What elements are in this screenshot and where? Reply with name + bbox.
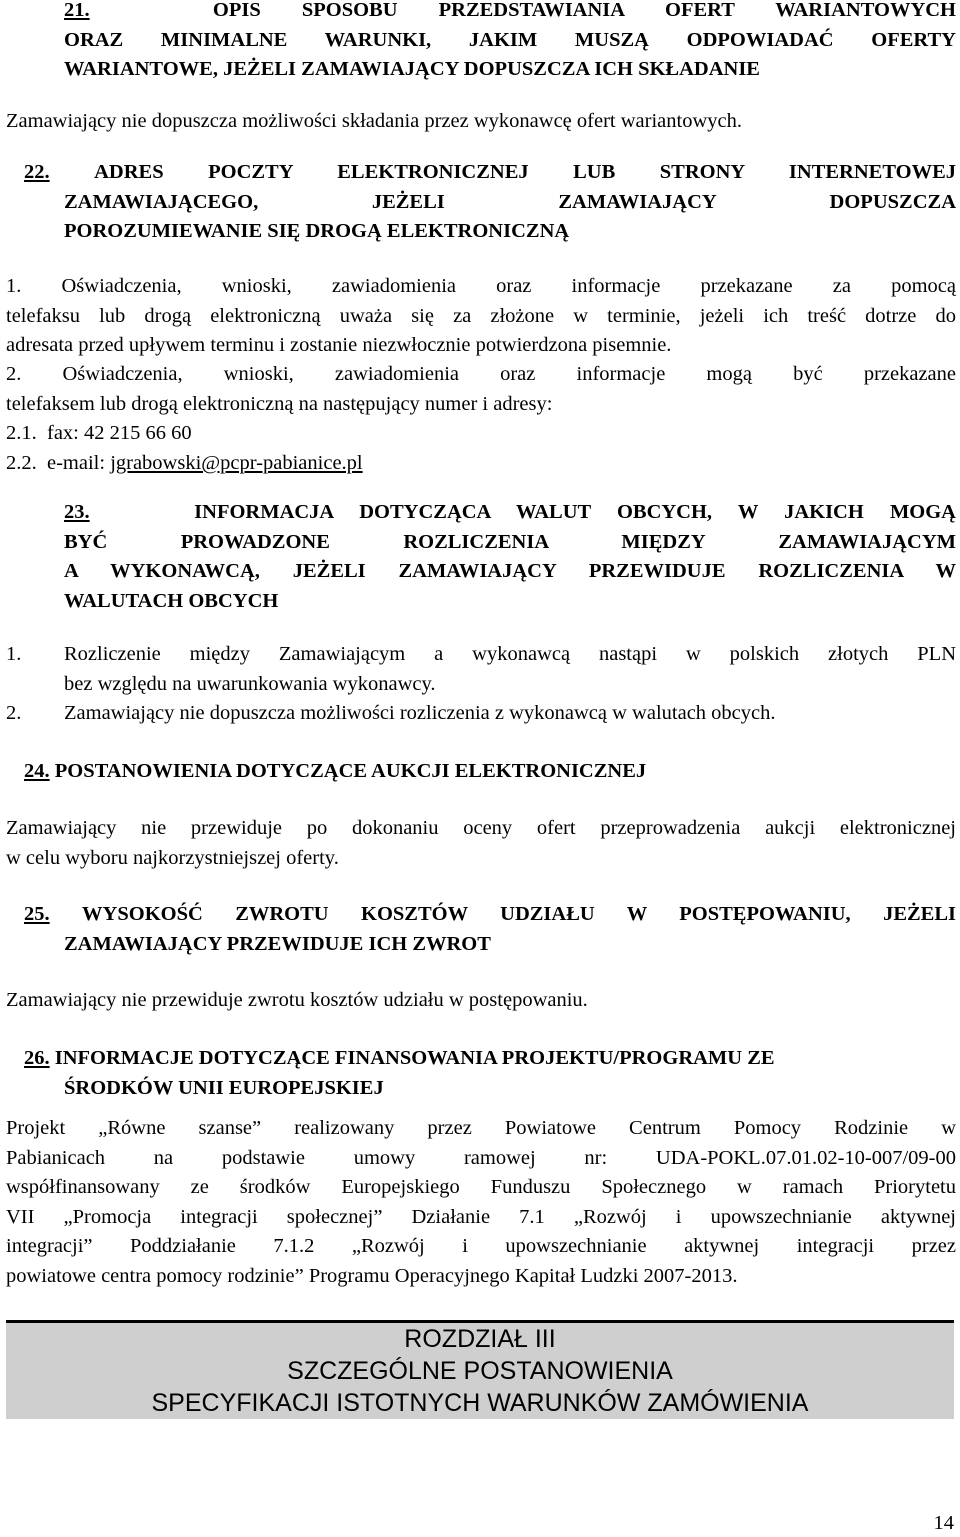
email-link[interactable]: jgrabowski@pcpr-pabianice.pl bbox=[110, 451, 363, 474]
section-21-title-line1: OPIS SPOSOBU PRZEDSTAWIANIA OFERT WARIANTOWYCH bbox=[212, 0, 956, 21]
chapter-title-line2: SPECYFIKACJI ISTOTNYCH WARUNKÓW ZAMÓWIENIA bbox=[151, 1389, 809, 1417]
list-item-number: 1. bbox=[6, 643, 22, 665]
section-23-list bbox=[6, 640, 956, 729]
chapter-banner bbox=[6, 1320, 954, 1419]
section-26-body-line3: współfinansowany ze środków Europejskiego Funduszu Społecznego w ramach Priorytetu bbox=[6, 1176, 956, 1199]
section-26-number: 26. bbox=[24, 1047, 50, 1069]
section-24-title: POSTANOWIENIA DOTYCZĄCE AUKCJI ELEKTRONICZNEJ bbox=[54, 760, 647, 782]
section-22-p1-line1: 1. Oświadczenia, wnioski, zawiadomienia oraz informacje przekazane za pomocą bbox=[6, 275, 956, 297]
section-26-body-line2: Pabianicach na podstawie umowy ramowej nr: UDA-POKL.07.01.02-10-007/09-00 bbox=[6, 1146, 956, 1169]
chapter-number: ROZDZIAŁ III bbox=[404, 1325, 556, 1353]
section-22-title-line3: POROZUMIEWANIE SIĘ DROGĄ ELEKTRONICZNĄ bbox=[64, 220, 570, 243]
section-26-body-line4: VII „Promocja integracji społecznej” Działanie 7.1 „Rozwój i upowszechnianie aktywnej bbox=[6, 1205, 956, 1228]
section-22-title-line2: ZAMAWIAJĄCEGO, JEŻELI ZAMAWIAJĄCY DOPUSZCZA bbox=[64, 190, 956, 213]
section-22-email-prefix: 2.2. e-mail: bbox=[6, 451, 111, 474]
section-25-number: 25. bbox=[24, 903, 50, 925]
section-24-body bbox=[6, 814, 956, 873]
section-21-title-line2: ORAZ MINIMALNE WARUNKI, JAKIM MUSZĄ ODPOWIADAĆ OFERTY bbox=[64, 28, 956, 51]
section-21-number: 21. bbox=[64, 0, 90, 21]
section-23-title-line3: A WYKONAWCĄ, JEŻELI ZAMAWIAJĄCY PRZEWIDUJE ROZLICZENIA W bbox=[64, 560, 956, 583]
section-26-heading bbox=[6, 1044, 956, 1103]
page-number: 14 bbox=[933, 1512, 954, 1534]
list-item-text: Zamawiający nie dopuszcza możliwości rozliczenia z wykonawcą w walutach obcych. bbox=[64, 702, 776, 725]
section-26-title-line2: ŚRODKÓW UNII EUROPEJSKIEJ bbox=[64, 1076, 384, 1099]
section-21-body: Zamawiający nie dopuszcza możliwości składania przez wykonawcę ofert wariantowych. bbox=[6, 110, 742, 132]
section-26-body-line5: integracji” Poddziałanie 7.1.2 „Rozwój i upowszechnianie aktywnej integracji przez bbox=[6, 1235, 956, 1258]
section-24-number: 24. bbox=[24, 760, 50, 782]
section-24-body-line2: w celu wyboru najkorzystniejszej oferty. bbox=[6, 846, 339, 869]
section-23-heading bbox=[6, 498, 956, 616]
section-25-title-line1: WYSOKOŚĆ ZWROTU KOSZTÓW UDZIAŁU W POSTĘPOWANIU, JEŻELI bbox=[82, 903, 957, 925]
list-item bbox=[6, 699, 956, 729]
section-22-paragraph-2 bbox=[6, 360, 956, 478]
section-23-number: 23. bbox=[64, 501, 90, 523]
section-22-p2-line2: telefaksem lub drogą elektroniczną na następujący numer i adresy: bbox=[6, 392, 553, 415]
section-24-body-line1: Zamawiający nie przewiduje po dokonaniu oceny ofert przeprowadzenia aukcji elektronicznej bbox=[6, 817, 956, 839]
list-item-line2: bez względu na uwarunkowania wykonawcy. bbox=[64, 672, 436, 695]
section-26-body bbox=[6, 1114, 956, 1292]
section-25-body: Zamawiający nie przewiduje zwrotu kosztów udziału w postępowaniu. bbox=[6, 989, 588, 1011]
section-23-title-line2: BYĆ PROWADZONE ROZLICZENIA MIĘDZY ZAMAWIAJĄCYM bbox=[64, 530, 956, 553]
list-item-number: 2. bbox=[6, 702, 22, 725]
list-item-line1: Rozliczenie między Zamawiającym a wykonawcą nastąpi w polskich złotych PLN bbox=[64, 643, 956, 665]
section-22-title-line1: ADRES POCZTY ELEKTRONICZNEJ LUB STRONY INTERNETOWEJ bbox=[94, 161, 957, 183]
section-22-number: 22. bbox=[24, 161, 50, 183]
section-25-title-line2: ZAMAWIAJĄCY PRZEWIDUJE ICH ZWROT bbox=[64, 932, 491, 955]
section-23-title-line4: WALUTACH OBCYCH bbox=[64, 589, 279, 612]
section-22-p2-line1: 2. Oświadczenia, wnioski, zawiadomienia oraz informacje mogą być przekazane bbox=[6, 363, 956, 385]
section-23-title-line1: INFORMACJA DOTYCZĄCA WALUT OBCYCH, W JAKICH MOGĄ bbox=[194, 501, 956, 523]
section-21-heading bbox=[6, 0, 956, 85]
section-22-heading bbox=[6, 158, 956, 247]
section-26-body-line6: powiatowe centra pomocy rodzinie” Programu Operacyjnego Kapitał Ludzki 2007-2013. bbox=[6, 1264, 738, 1287]
section-22-p1-line3: adresata przed upływem terminu i zostanie niezwłocznie potwierdzona pisemnie. bbox=[6, 334, 672, 357]
section-26-body-line1: Projekt „Równe szanse” realizowany przez Powiatowe Centrum Pomocy Rodzinie w bbox=[6, 1117, 956, 1139]
section-24-heading bbox=[6, 757, 956, 787]
chapter-title-line1: SZCZEGÓLNE POSTANOWIENIA bbox=[287, 1357, 673, 1385]
list-item bbox=[6, 640, 956, 699]
section-22-p1-line2: telefaksu lub drogą elektroniczną uważa się za złożone w terminie, jeżeli ich treść dotrze do bbox=[6, 304, 956, 327]
section-22-paragraph-1 bbox=[6, 272, 956, 361]
section-26-title-line1: INFORMACJE DOTYCZĄCE FINANSOWANIA PROJEKTU/PROGRAMU ZE bbox=[54, 1047, 775, 1069]
section-21-title-line3: WARIANTOWE, JEŻELI ZAMAWIAJĄCY DOPUSZCZA ICH SKŁADANIE bbox=[64, 58, 760, 81]
section-25-heading bbox=[6, 900, 956, 959]
section-22-fax: 2.1. fax: 42 215 66 60 bbox=[6, 422, 192, 445]
